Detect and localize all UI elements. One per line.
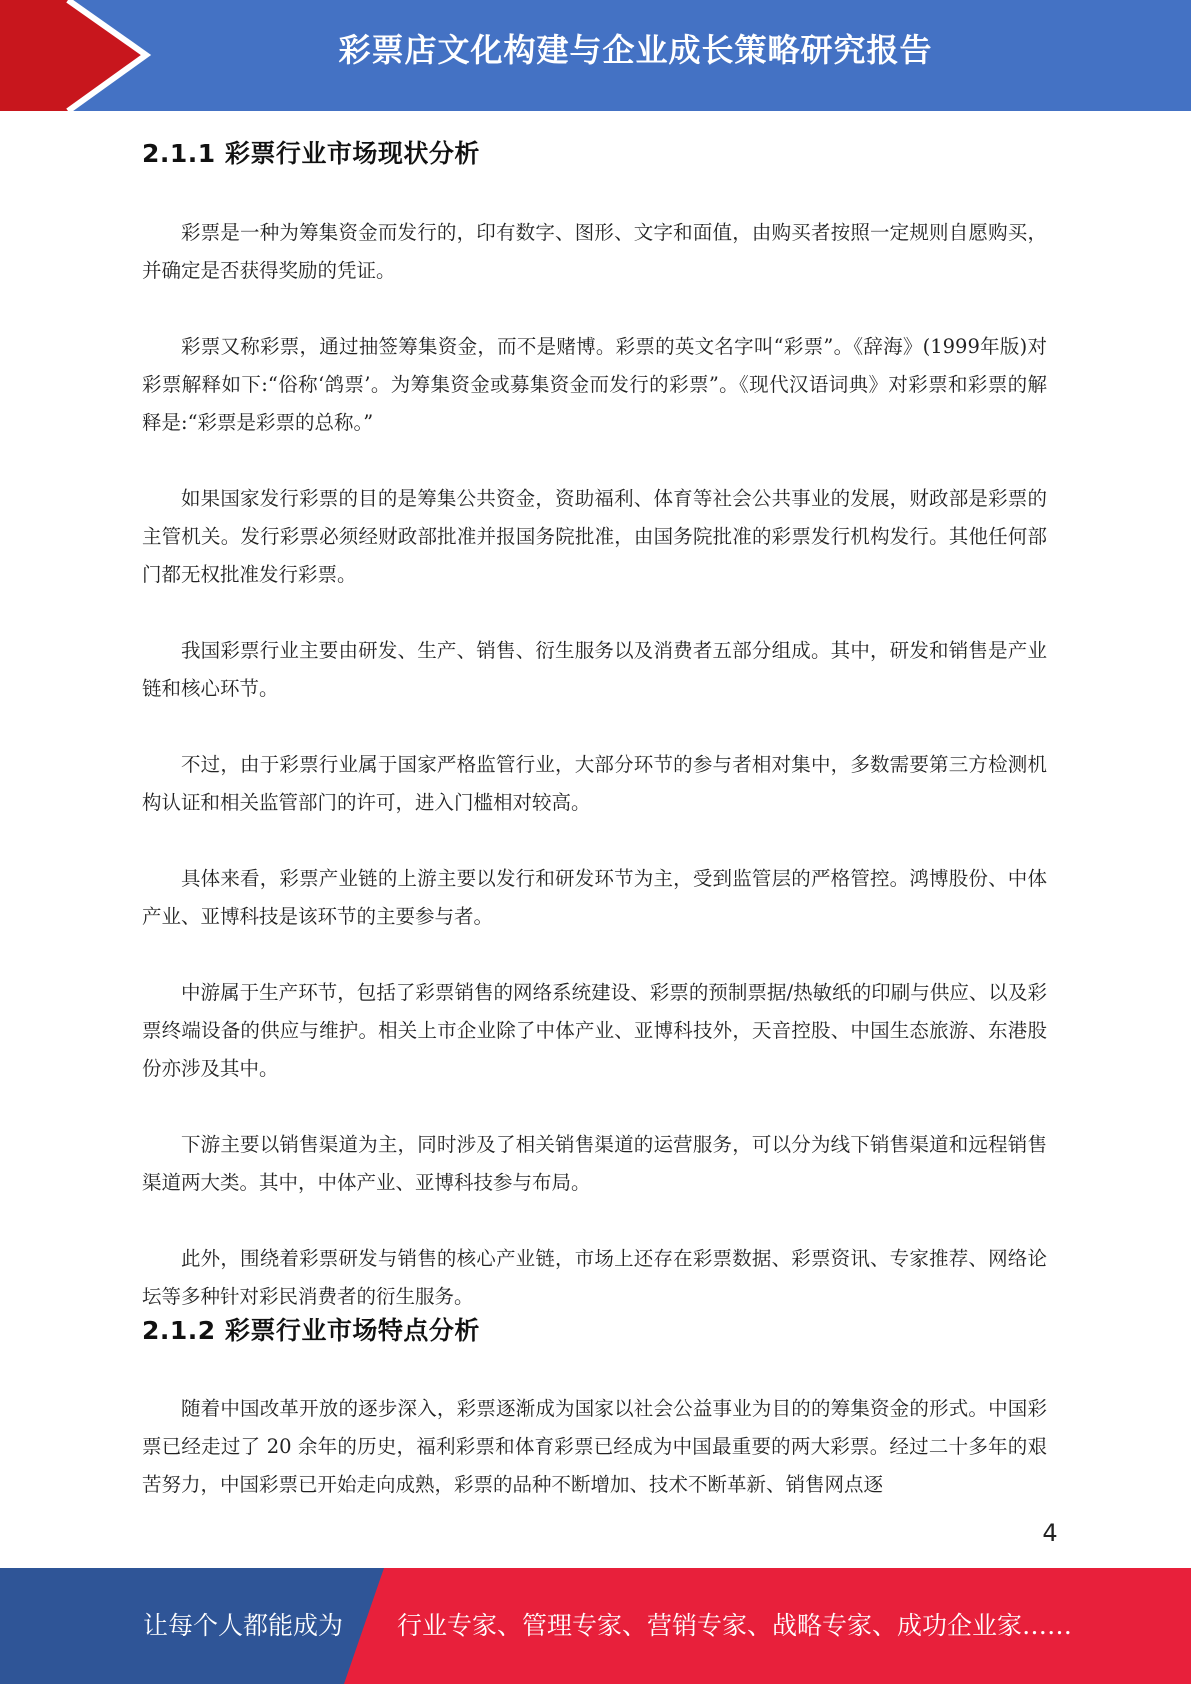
- section-heading-2-1-1: 2.1.1 彩票行业市场现状分析: [142, 139, 480, 168]
- paragraph: 彩票是一种为筹集资金而发行的，印有数字、图形、文字和面值，由购买者按照一定规则自愿购买，并确定是否获得奖励的凭证。: [142, 221, 1047, 282]
- page-number: 4: [1042, 1519, 1058, 1547]
- section-heading-2-1-2: 2.1.2 彩票行业市场特点分析: [142, 1316, 480, 1345]
- paragraph: 下游主要以销售渠道为主，同时涉及了相关销售渠道的运营服务，可以分为线下销售渠道和远程销售渠道两大类。其中，中体产业、亚博科技参与布局。: [142, 1133, 1047, 1194]
- paragraph: 我国彩票行业主要由研发、生产、销售、衍生服务以及消费者五部分组成。其中，研发和销售是产业链和核心环节。: [142, 639, 1047, 700]
- page-header: [0, 0, 1191, 111]
- paragraph: 此外，围绕着彩票研发与销售的核心产业链，市场上还存在彩票数据、彩票资讯、专家推荐、网络论坛等多种针对彩民消费者的衍生服务。: [142, 1247, 1047, 1308]
- paragraph: 如果国家发行彩票的目的是筹集公共资金，资助福利、体育等社会公共事业的发展，财政部是彩票的主管机关。发行彩票必须经财政部批准并报国务院批准，由国务院批准的彩票发行机构发行。其他任何部门都无权批准发行彩票。: [142, 487, 1047, 586]
- page-footer: [0, 1568, 1191, 1684]
- paragraph: 随着中国改革开放的逐步深入，彩票逐渐成为国家以社会公益事业为目的的筹集资金的形式。中国彩票已经走过了 20 余年的历史，福利彩票和体育彩票已经成为中国最重要的两大彩票。经过二十多年的艰苦努力，中国彩票已开始走向成熟，彩票的品种不断增加、技术不断革新、销售网点逐: [142, 1397, 1047, 1496]
- paragraph: 中游属于生产环节，包括了彩票销售的网络系统建设、彩票的预制票据/热敏纸的印刷与供应、以及彩票终端设备的供应与维护。相关上市企业除了中体产业、亚博科技外，天音控股、中国生态旅游、东港股份亦涉及其中。: [142, 981, 1047, 1080]
- footer-slogan-left: 让每个人都能成为: [143, 1611, 344, 1640]
- paragraph: 具体来看，彩票产业链的上游主要以发行和研发环节为主，受到监管层的严格管控。鸿博股份、中体产业、亚博科技是该环节的主要参与者。: [142, 867, 1047, 928]
- footer-slogan-right: 行业专家、管理专家、营销专家、战略专家、成功企业家……: [397, 1611, 1073, 1640]
- document-title: 彩票店文化构建与企业成长策略研究报告: [338, 31, 933, 69]
- paragraph: 彩票又称彩票，通过抽签筹集资金，而不是赌博。彩票的英文名字叫“彩票”。《辞海》(1999年版)对彩票解释如下:“俗称‘鸽票’。为筹集资金或募集资金而发行的彩票”。《现代汉语词典》对彩票和彩票的解释是:“彩票是彩票的总称。”: [142, 335, 1047, 434]
- paragraph: 不过，由于彩票行业属于国家严格监管行业，大部分环节的参与者相对集中，多数需要第三方检测机构认证和相关监管部门的许可，进入门槛相对较高。: [142, 753, 1047, 814]
